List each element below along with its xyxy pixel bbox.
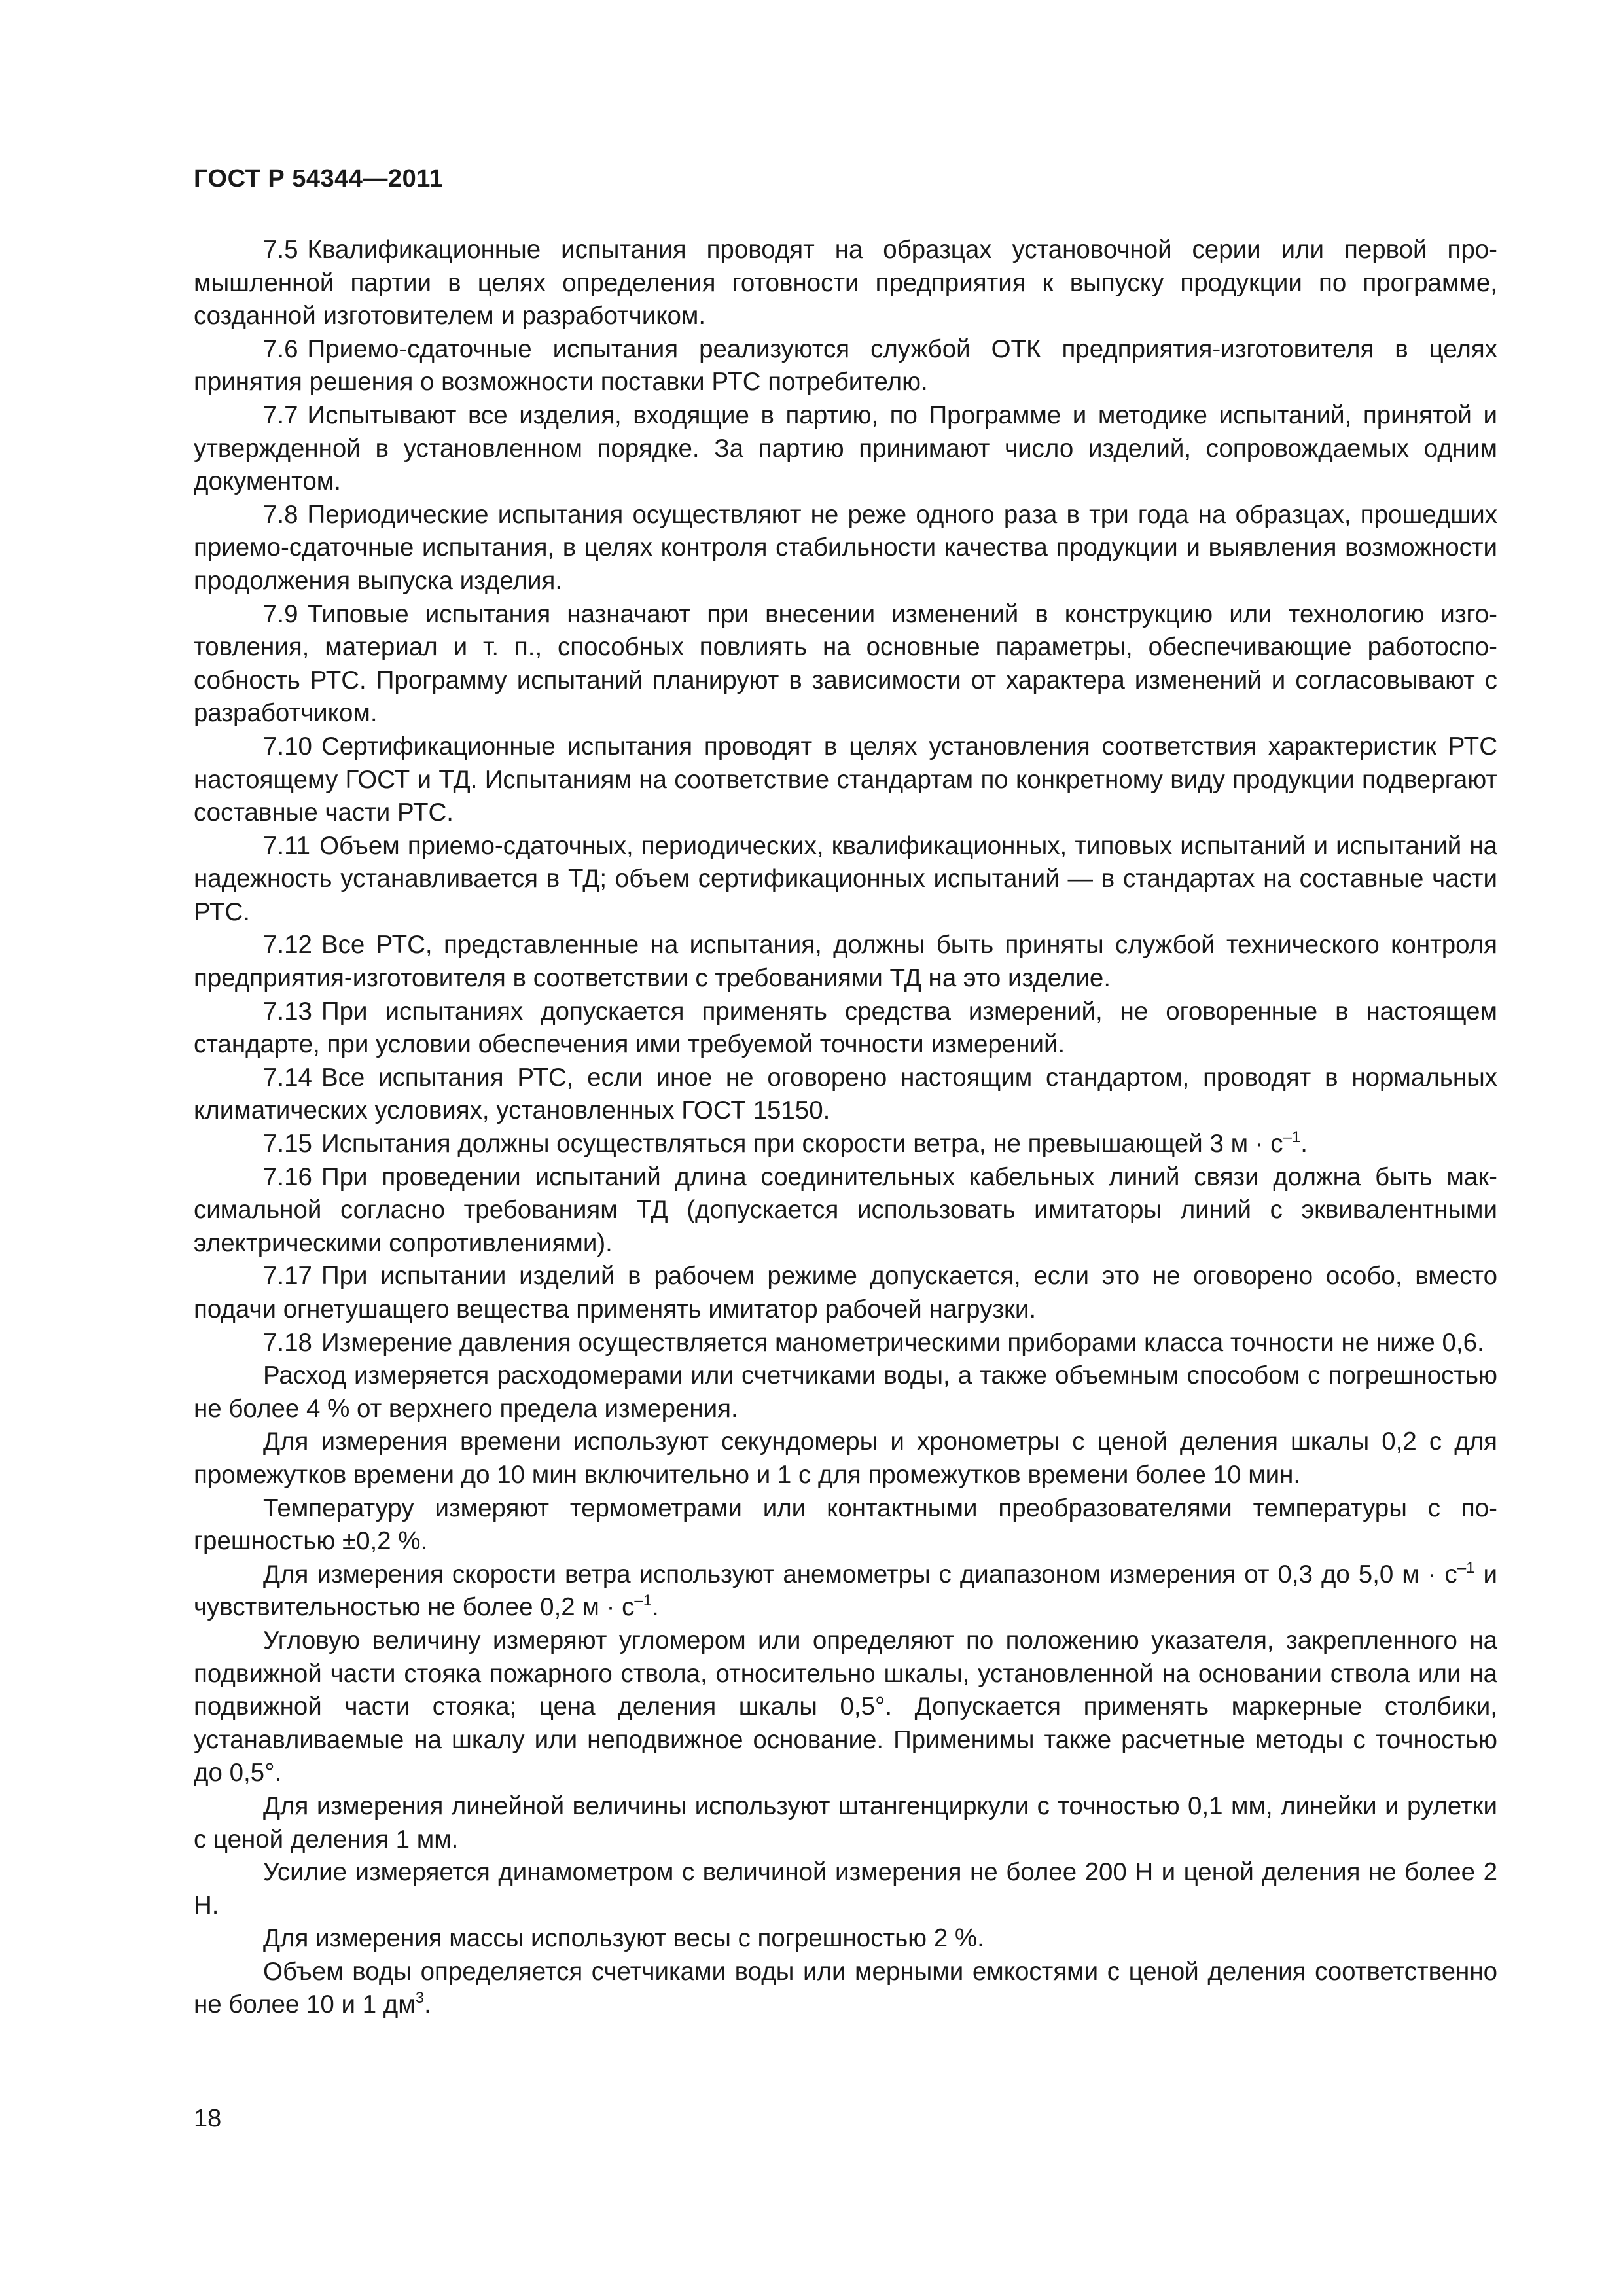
- paragraph-text: Для измерения линейной величины используют штангенциркули с точностью 0,1 мм, линейки и рулетки с ценой деления 1 мм.: [194, 1791, 1497, 1854]
- clause-number: 7.17: [263, 1262, 312, 1291]
- paragraph-text: Угловую величину измеряют угломером или определяют по положению указателя, закрепленного на подвижной части стояка пожарного ствола, относительно шкалы, установленной на основании ствола или на подвижной части стояка; цена деления шкалы 0,5°. Допускается применять маркерные столбики, устанавливаемые на шкалу или неподвижное основание. Применимы также расчетные методы с точностью до 0,5°.: [194, 1626, 1497, 1787]
- paragraph-force: [194, 1856, 1497, 1922]
- clause-number: 7.10: [263, 732, 312, 761]
- paragraph-text-end: .: [1300, 1130, 1308, 1158]
- paragraph-text: Типовые испытания назначают при внесении изменений в конструкцию или технологию изготовления, материал и т. п., способных повлиять на основные параметры, обеспечивающие работоспособность РТС. Программу испытаний планируют в зависимости от характера изменений и согласовывают с разработчиком.: [194, 600, 1497, 728]
- paragraph-text: Измерение давления осуществляется манометрическими приборами класса точности не ниже 0,6.: [321, 1328, 1484, 1357]
- paragraph-text: Для измерения скорости ветра используют анемометры с диапазоном измерения от 0,3 до 5,0 м · с: [263, 1560, 1457, 1588]
- paragraph-text: Расход измеряется расходомерами или счетчиками воды, а также объемным способом с погрешностью не более 4 % от верхнего предела измерения.: [194, 1361, 1497, 1423]
- paragraph-7-8: [194, 499, 1497, 598]
- paragraph-text: Усилие измеряется динамометром с величиной измерения не более 200 Н и ценой деления не более 2 Н.: [194, 1858, 1497, 1920]
- superscript: –1: [634, 1592, 652, 1610]
- paragraph-7-10: [194, 730, 1497, 830]
- paragraph-7-13: [194, 996, 1497, 1062]
- paragraph-7-16: [194, 1161, 1497, 1261]
- paragraph-text: Испытывают все изделия, входящие в партию, по Программе и методике испытаний, принятой и утвержденной в установленном порядке. За партию принимают число изделий, сопровождаемых одним документом.: [194, 401, 1497, 496]
- paragraph-linear: [194, 1790, 1497, 1856]
- paragraph-7-15: [194, 1128, 1497, 1161]
- paragraph-text-end: .: [424, 1990, 431, 2019]
- paragraph-text: Периодические испытания осуществляют не реже одного раза в три года на образцах, прошедших приемо-сдаточные испытания, в целях контроля стабильности качества продукции и выявления возможности продолжения выпуска изделия.: [194, 500, 1497, 595]
- superscript: 3: [415, 1989, 425, 2007]
- paragraph-wind-speed: [194, 1558, 1497, 1624]
- paragraph-text: Все РТС, представленные на испытания, должны быть приняты службой технического контроля предприятия-изготовителя в соответствии с требованиями ТД на это изделие.: [194, 931, 1497, 993]
- paragraph-text: При испытаниях допускается применять средства измерений, не оговоренные в настоящем стандарте, при условии обеспечения ими требуемой точности измерений.: [194, 997, 1497, 1059]
- document-header: ГОСТ Р 54344—2011: [194, 165, 444, 192]
- paragraph-text: При испытании изделий в рабочем режиме допускается, если это не оговорено особо, вместо подачи огнетушащего вещества применять имитатор рабочей нагрузки.: [194, 1262, 1497, 1323]
- clause-number: 7.8: [263, 500, 298, 529]
- paragraph-text: Температуру измеряют термометрами или контактными преобразователями температуры с погрешностью ±0,2 %.: [194, 1494, 1497, 1556]
- paragraph-temperature: [194, 1492, 1497, 1558]
- paragraph-7-11: [194, 830, 1497, 929]
- superscript: –1: [1457, 1558, 1475, 1577]
- paragraph-7-5: [194, 234, 1497, 333]
- paragraph-7-14: [194, 1062, 1497, 1128]
- superscript: –1: [1283, 1128, 1301, 1147]
- clause-number: 7.7: [263, 401, 298, 429]
- paragraph-text: Объем приемо-сдаточных, периодических, квалификационных, типовых испытаний и испытаний на надежность устанавливается в ТД; объем сертификационных испытаний — в стандартах на составные части РТС.: [194, 831, 1497, 926]
- paragraph-text: Все испытания РТС, если иное не оговорено настоящим стандартом, проводят в нормальных климатических условиях, установленных ГОСТ 15150.: [194, 1063, 1497, 1125]
- paragraph-text: Объем воды определяется счетчиками воды или мерными емкостями с ценой деления соответственно не более 10 и 1 дм: [194, 1957, 1497, 2019]
- clause-number: 7.18: [263, 1328, 312, 1357]
- paragraph-text: При проведении испытаний длина соединительных кабельных линий связи должна быть максимальной согласно требованиям ТД (допускается использовать имитаторы линий с эквивалентными электрическими сопротивлениями).: [194, 1162, 1497, 1257]
- clause-number: 7.16: [263, 1162, 312, 1191]
- paragraph-text: Сертификационные испытания проводят в целях установления соответствия характеристик РТС настоящему ГОСТ и ТД. Испытаниям на соответствие стандартам по конкретному виду продукции подвергают составные части РТС.: [194, 732, 1497, 827]
- paragraph-angle: [194, 1624, 1497, 1790]
- clause-number: 7.14: [263, 1063, 312, 1092]
- paragraph-text: Приемо-сдаточные испытания реализуются службой ОТК предприятия-изготовителя в целях принятия решения о возможности поставки РТС потребителю.: [194, 334, 1497, 397]
- clause-number: 7.9: [263, 600, 298, 628]
- clause-number: 7.15: [263, 1130, 312, 1158]
- document-body: [194, 234, 1497, 2022]
- page-number: 18: [194, 2105, 222, 2132]
- clause-number: 7.5: [263, 236, 298, 264]
- paragraph-text: Испытания должны осуществляться при скорости ветра, не превышающей 3 м · с: [321, 1130, 1283, 1158]
- paragraph-mass: [194, 1922, 1497, 1956]
- paragraph-text: Для измерения времени используют секундомеры и хронометры с ценой деления шкалы 0,2 с для промежутков времени до 10 мин включительно и 1 с для промежутков времени более 10 мин.: [194, 1427, 1497, 1489]
- clause-number: 7.11: [263, 831, 311, 860]
- clause-number: 7.13: [263, 997, 312, 1026]
- paragraph-text-middle: и чувствительностью не более 0,2 м · с: [194, 1560, 1498, 1622]
- paragraph-7-17: [194, 1260, 1497, 1326]
- paragraph-text: Для измерения массы используют весы с погрешностью 2 %.: [263, 1924, 984, 1953]
- paragraph-text-end: .: [652, 1593, 659, 1622]
- paragraph-7-6: [194, 333, 1497, 399]
- paragraph-7-18: [194, 1327, 1497, 1360]
- paragraph-text: Квалификационные испытания проводят на образцах установочной серии или первой промышленной партии в целях определения готовности предприятия к выпуску продукции по программе, созданной изготовителем и разработчиком.: [194, 236, 1497, 331]
- paragraph-7-9: [194, 598, 1497, 730]
- paragraph-volume: [194, 1956, 1497, 2022]
- paragraph-7-12: [194, 929, 1497, 995]
- clause-number: 7.6: [263, 334, 298, 363]
- clause-number: 7.12: [263, 931, 312, 960]
- paragraph-time: [194, 1426, 1497, 1492]
- paragraph-7-7: [194, 399, 1497, 499]
- paragraph-flow: [194, 1359, 1497, 1426]
